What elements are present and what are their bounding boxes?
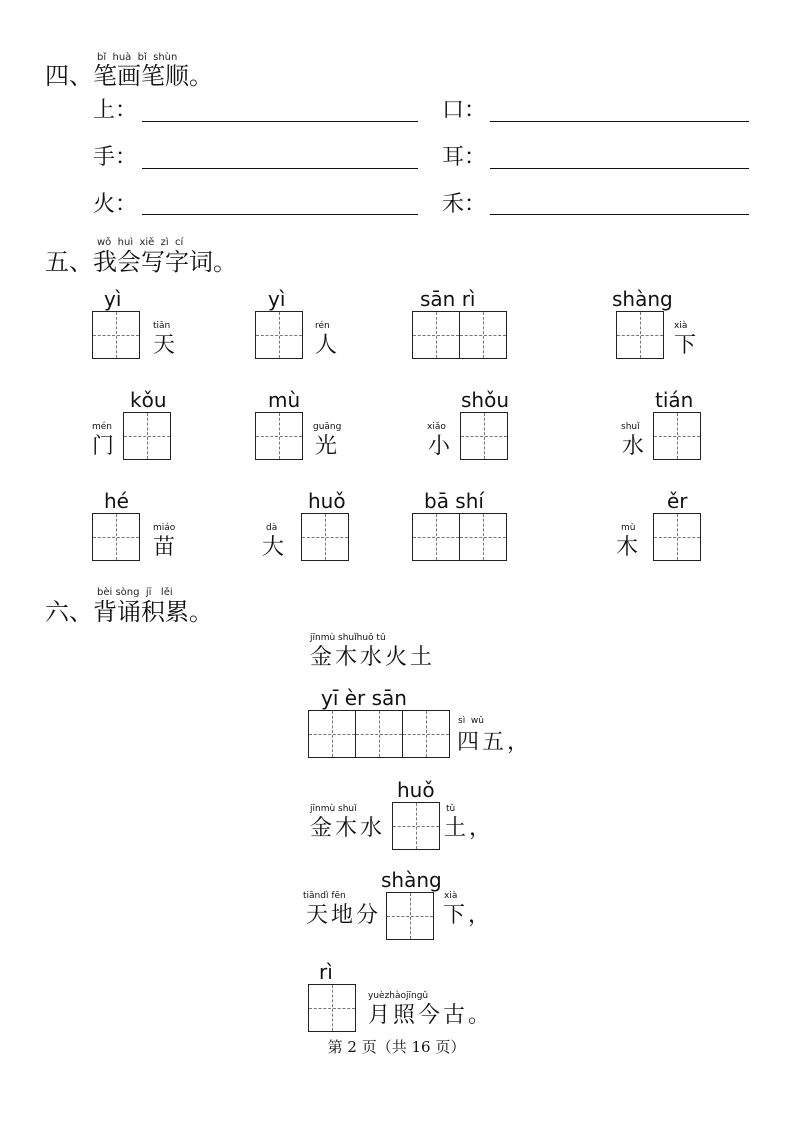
- grid-cell[interactable]: [403, 710, 450, 758]
- grid-cell[interactable]: [255, 311, 303, 359]
- grid-cell[interactable]: [92, 311, 140, 359]
- writing-grid[interactable]: [301, 513, 349, 561]
- word-pinyin: bā shí: [424, 489, 484, 513]
- word-pinyin: shàng: [612, 287, 673, 311]
- section6-title: 六、背诵积累。: [45, 598, 213, 626]
- poem-line-text: 金木水火土: [310, 645, 436, 670]
- poem-after-pinyin: sì wǔ: [458, 716, 484, 726]
- section4-title: 四、笔画笔顺。: [45, 62, 213, 90]
- section4-title-pinyin: bǐ huà bǐ shùn: [97, 52, 178, 63]
- char-pinyin: shuǐ: [621, 422, 640, 432]
- stroke-answer-line-er[interactable]: [490, 168, 749, 169]
- stroke-answer-line-shou[interactable]: [142, 168, 418, 169]
- char-pinyin: mén: [92, 422, 113, 432]
- given-char: 小: [428, 434, 451, 459]
- section5-title: 五、我会写字词。: [45, 248, 237, 276]
- char-pinyin: guāng: [313, 422, 342, 432]
- grid-cell[interactable]: [386, 892, 434, 940]
- word-pinyin: yì: [104, 287, 122, 311]
- grid-cell[interactable]: [412, 311, 460, 359]
- grid-cell[interactable]: [460, 311, 507, 359]
- stroke-label-er: 耳：: [442, 145, 487, 170]
- writing-grid[interactable]: [460, 412, 508, 460]
- stroke-answer-line-huo[interactable]: [142, 214, 418, 215]
- grid-cell[interactable]: [653, 412, 701, 460]
- writing-grid[interactable]: [308, 710, 450, 758]
- poem-after-text: 月照今古。: [368, 1003, 494, 1028]
- stroke-label-kou: 口：: [442, 98, 487, 123]
- grid-cell[interactable]: [92, 513, 140, 561]
- given-char: 大: [262, 535, 285, 560]
- grid-cell[interactable]: [255, 412, 303, 460]
- poem-line-pinyin: jīnmù shuǐhuǒ tǔ: [310, 633, 386, 643]
- char-pinyin: xià: [674, 321, 688, 331]
- writing-grid[interactable]: [392, 802, 440, 850]
- poem-after-text: 四五，: [457, 730, 533, 755]
- grid-cell[interactable]: [308, 984, 356, 1032]
- char-pinyin: dà: [266, 523, 278, 533]
- stroke-label-shang: 上：: [93, 98, 138, 123]
- writing-grid[interactable]: [386, 892, 434, 940]
- page-number: 第 2 页（共 16 页）: [327, 1038, 466, 1056]
- writing-grid[interactable]: [653, 412, 701, 460]
- char-pinyin: miáo: [153, 523, 176, 533]
- poem-before-text: 金木水: [310, 816, 386, 841]
- writing-grid[interactable]: [123, 412, 171, 460]
- grid-cell[interactable]: [123, 412, 171, 460]
- poem-box-pinyin: yī èr sān: [321, 686, 407, 710]
- word-pinyin: shǒu: [461, 388, 510, 412]
- char-pinyin: rén: [315, 321, 330, 331]
- char-pinyin: tiān: [153, 321, 171, 331]
- given-char: 天: [153, 333, 176, 358]
- poem-after-text: 下，: [443, 903, 494, 928]
- grid-cell[interactable]: [460, 513, 507, 561]
- stroke-answer-line-shang[interactable]: [142, 121, 418, 122]
- poem-before-pinyin: jīnmù shuǐ: [310, 804, 357, 814]
- stroke-label-shou: 手：: [93, 145, 138, 170]
- char-pinyin: mù: [621, 523, 636, 533]
- given-char: 苗: [153, 535, 176, 560]
- writing-grid[interactable]: [653, 513, 701, 561]
- word-pinyin: ěr: [667, 489, 688, 513]
- grid-cell[interactable]: [301, 513, 349, 561]
- word-pinyin: hé: [104, 489, 129, 513]
- given-char: 人: [315, 333, 338, 358]
- grid-cell[interactable]: [356, 710, 403, 758]
- word-pinyin: huǒ: [308, 489, 346, 513]
- writing-grid[interactable]: [616, 311, 664, 359]
- stroke-answer-line-he[interactable]: [490, 214, 749, 215]
- word-pinyin: tián: [655, 388, 694, 412]
- given-char: 光: [315, 434, 338, 459]
- poem-box-pinyin: shàng: [381, 868, 442, 892]
- grid-cell[interactable]: [412, 513, 460, 561]
- word-pinyin: kǒu: [130, 388, 167, 412]
- stroke-label-huo: 火：: [93, 192, 138, 217]
- poem-after-text: 土，: [444, 816, 495, 841]
- section6-title-pinyin: bèi sòng jī lěi: [97, 587, 173, 598]
- poem-after-pinyin: yuèzhàojīngǔ: [368, 991, 429, 1001]
- writing-grid[interactable]: [92, 513, 140, 561]
- section5-title-pinyin: wǒ huì xiě zì cí: [97, 237, 184, 248]
- poem-box-pinyin: rì: [319, 960, 333, 984]
- stroke-label-he: 禾：: [442, 192, 487, 217]
- poem-before-pinyin: tiāndì fēn: [303, 891, 346, 901]
- word-pinyin: sān rì: [420, 287, 476, 311]
- writing-grid[interactable]: [92, 311, 140, 359]
- grid-cell[interactable]: [392, 802, 440, 850]
- poem-after-pinyin: tǔ: [446, 804, 456, 814]
- grid-cell[interactable]: [460, 412, 508, 460]
- grid-cell[interactable]: [616, 311, 664, 359]
- writing-grid[interactable]: [412, 513, 507, 561]
- word-pinyin: yì: [268, 287, 286, 311]
- given-char: 木: [616, 535, 639, 560]
- given-char: 门: [92, 434, 115, 459]
- grid-cell[interactable]: [308, 710, 356, 758]
- poem-before-text: 天地分: [306, 903, 382, 928]
- poem-box-pinyin: huǒ: [397, 778, 435, 802]
- writing-grid[interactable]: [255, 311, 303, 359]
- writing-grid[interactable]: [255, 412, 303, 460]
- writing-grid[interactable]: [412, 311, 507, 359]
- char-pinyin: xiǎo: [427, 422, 446, 432]
- given-char: 下: [674, 333, 697, 358]
- poem-after-pinyin: xià: [444, 891, 458, 901]
- word-pinyin: mù: [268, 388, 301, 412]
- given-char: 水: [622, 434, 645, 459]
- stroke-answer-line-kou[interactable]: [490, 121, 749, 122]
- writing-grid[interactable]: [308, 984, 356, 1032]
- grid-cell[interactable]: [653, 513, 701, 561]
